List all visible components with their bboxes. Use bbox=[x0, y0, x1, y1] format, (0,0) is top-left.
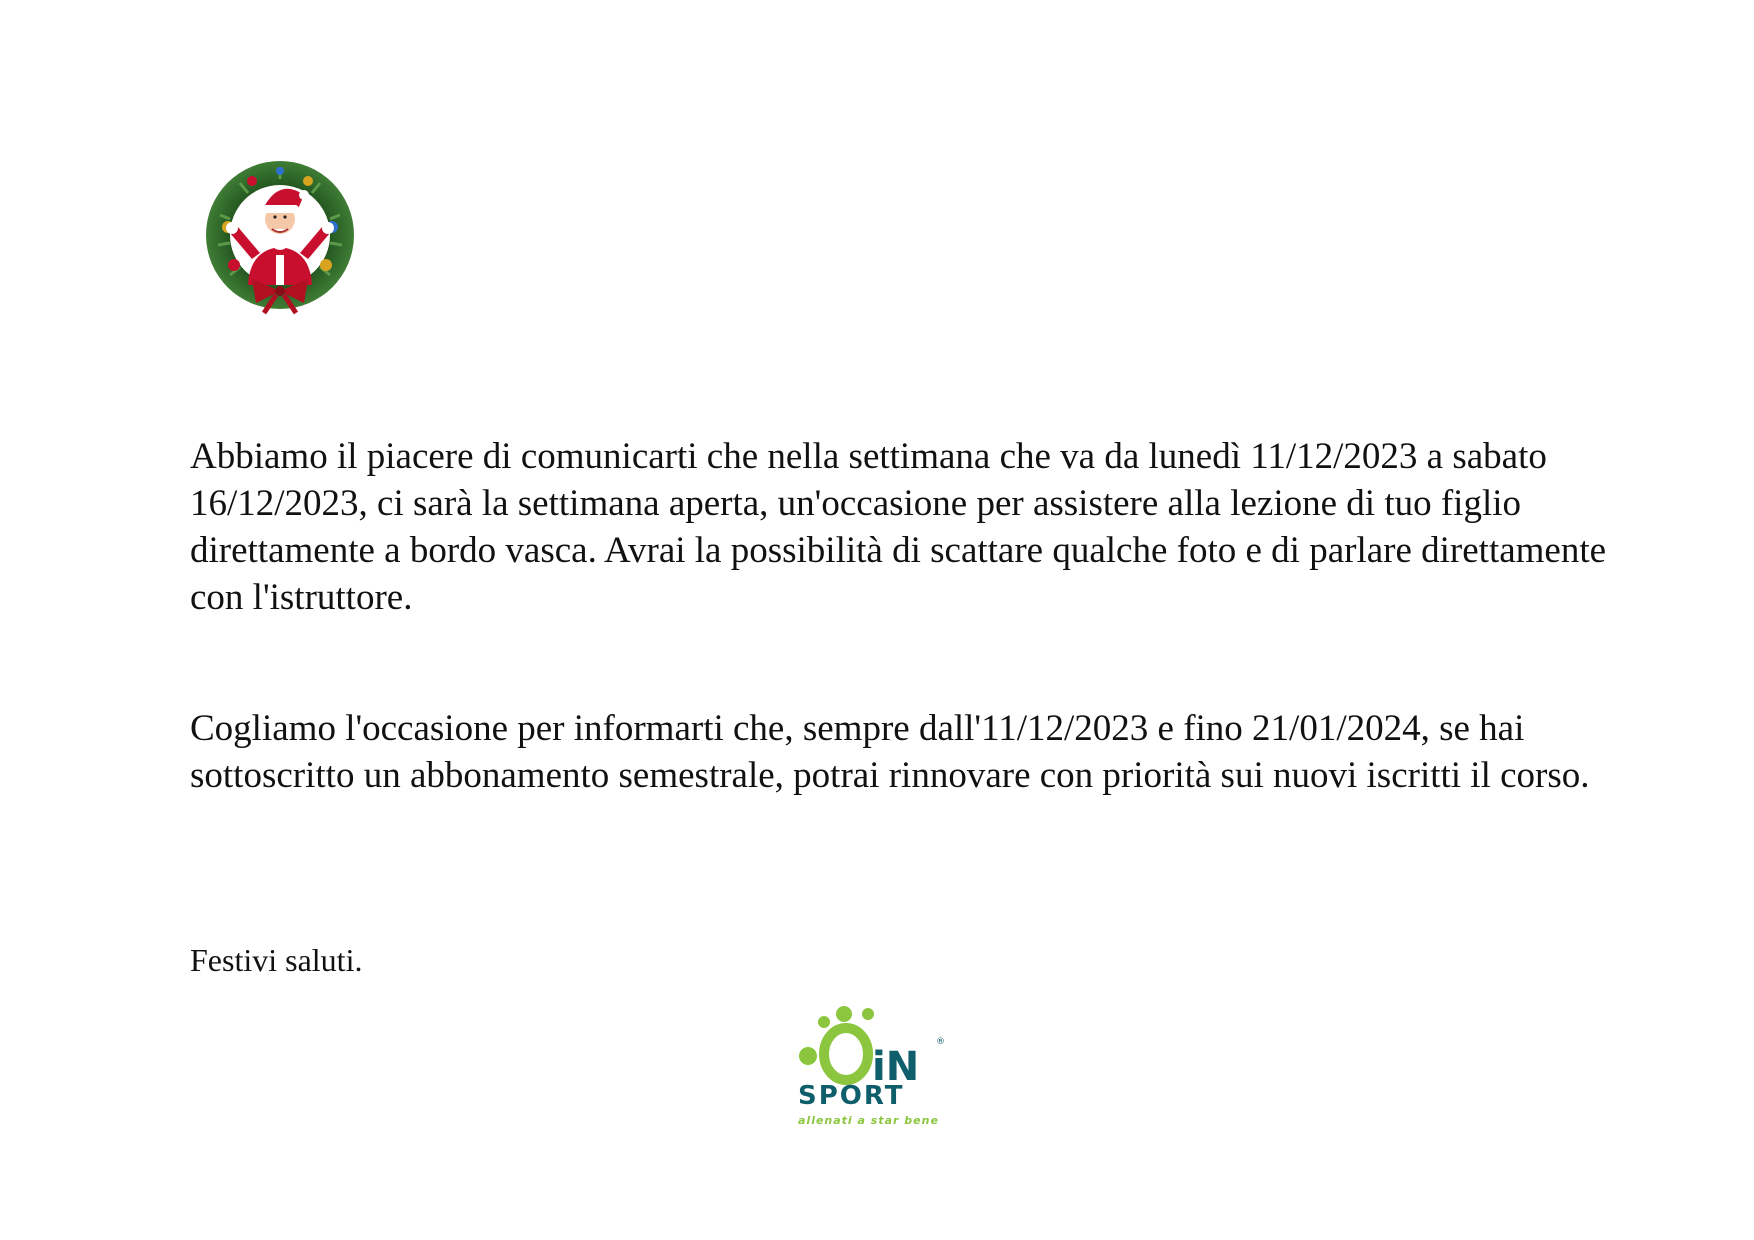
in-sport-logo bbox=[788, 1004, 948, 1130]
logo-dot-icon bbox=[836, 1006, 852, 1022]
logo-dot-icon bbox=[818, 1016, 830, 1028]
paragraph-open-week: Abbiamo il piacere di comunicarti che nella settimana che va da lunedì 11/12/2023 a sabato 16/12/2023, ci sarà la settimana aperta, un'occasione per assistere alla lezione di tuo figlio direttamente a bordo vasca. Avrai la possibilità di scattare qualche foto e di parlare direttamente con l'istruttore. bbox=[190, 436, 1607, 618]
logo-word-in: iN bbox=[872, 1044, 920, 1090]
logo-dot-icon bbox=[799, 1047, 817, 1065]
letter-paragraph-1 bbox=[190, 433, 1610, 621]
logo-word-sport: SPORT bbox=[798, 1081, 905, 1111]
in-sport-logo-svg bbox=[788, 1004, 948, 1130]
closing-greeting: Festivi saluti. bbox=[190, 942, 363, 978]
logo-ring-icon bbox=[824, 1028, 868, 1080]
christmas-wreath-santa-icon bbox=[200, 155, 360, 315]
wreath-svg bbox=[200, 155, 360, 315]
logo-registered-mark: ® bbox=[936, 1037, 945, 1047]
logo-dot-icon bbox=[862, 1008, 874, 1020]
paragraph-renewal-priority: Cogliamo l'occasione per informarti che, sempre dall'11/12/2023 e fino 21/01/2024, se hai sottoscritto un abbonamento semestrale, potrai rinnovare con priorità sui nuovi iscritti il corso. bbox=[190, 708, 1590, 796]
letter-paragraph-2 bbox=[190, 668, 1610, 836]
logo-tagline: allenati a star bene bbox=[798, 1114, 939, 1127]
